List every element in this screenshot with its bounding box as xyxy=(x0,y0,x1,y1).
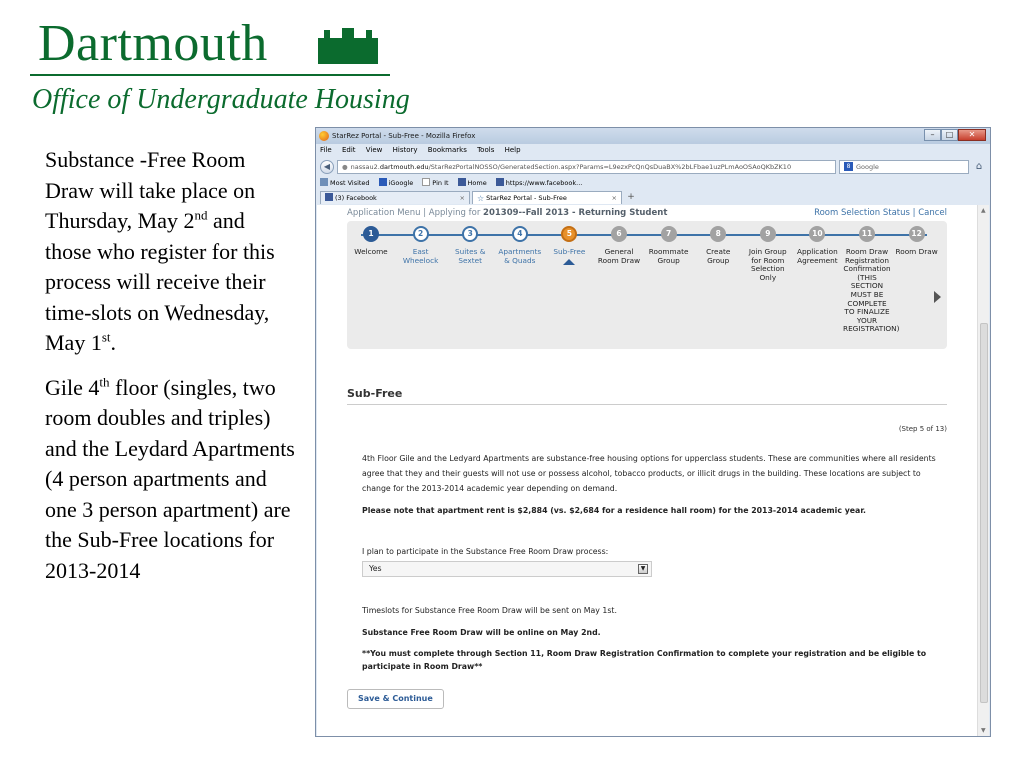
vertical-scrollbar[interactable] xyxy=(977,205,989,736)
bookmark-igoogle[interactable]: iGoogle xyxy=(379,176,414,190)
progress-step-3[interactable] xyxy=(446,226,494,265)
step-label[interactable]: Suites & Sextet xyxy=(454,247,486,265)
application-term: 201309--Fall 2013 - Returning Student xyxy=(483,208,668,218)
google-icon: 8 xyxy=(844,162,853,171)
star-icon: ☆ xyxy=(477,194,485,203)
maximize-button[interactable]: □ xyxy=(941,129,958,141)
brand-name: Dartmouth xyxy=(38,15,268,72)
menu-help[interactable]: Help xyxy=(504,146,521,154)
window-title: StarRez Portal - Sub-Free - Mozilla Firefox xyxy=(332,132,476,140)
save-continue-button[interactable]: Save & Continue xyxy=(347,689,444,709)
progress-step-8 xyxy=(694,226,742,265)
progress-step-5 xyxy=(545,226,593,265)
paragraph-locations: Gile 4th floor (singles, two room doubles and triples) and the Leydard Apartments (4 person apartments and one 3 person apartment) are the Sub-Free locations for 2013-2014 xyxy=(45,374,295,583)
navigation-bar xyxy=(316,157,990,176)
step-number-badge: 2 xyxy=(413,226,429,242)
scroll-up-icon[interactable]: ▲ xyxy=(981,207,986,214)
menu-file[interactable]: File xyxy=(320,146,332,154)
step-number-badge: 10 xyxy=(809,226,825,242)
site-identity-icon[interactable]: ● xyxy=(342,162,348,171)
step-label: Room Draw Registration Confirmation (THIS SECTION MUST BE COMPLETE TO FINALIZE YOUR REGISTRATION) xyxy=(843,247,900,334)
url-text: nassau2.dartmouth.edu/StarRezPortalNOSSO/GeneratedSection.aspx?Params=L9ezxPcQnQsDuaBX%2bLFbae1uzPLmAoOSAoQKbZK10 xyxy=(350,162,792,171)
google-icon xyxy=(379,178,387,186)
step-label: Room Draw xyxy=(895,247,938,256)
building-logo-icon xyxy=(316,24,380,66)
menu-history[interactable]: History xyxy=(392,146,418,154)
step-label: Create Group xyxy=(706,247,731,265)
office-name: Office of Undergraduate Housing xyxy=(32,84,410,115)
step-label[interactable]: Apartments & Quads xyxy=(498,247,542,265)
step-label: General Room Draw xyxy=(597,247,641,265)
step-number-badge: 11 xyxy=(859,226,875,242)
step-label[interactable]: East Wheelock xyxy=(402,247,439,265)
starrez-page xyxy=(347,205,947,709)
bookmark-icon xyxy=(320,178,328,186)
application-header xyxy=(347,205,947,221)
facebook-icon xyxy=(458,178,466,186)
paragraph-draw-dates: Substance -Free Room Draw will take place on Thursday, May 2nd and those who register for this process will receive their time-slots on Wednesday, May 1st. xyxy=(45,147,275,355)
chevron-down-icon[interactable]: ▼ xyxy=(638,564,648,574)
step-label: Roommate Group xyxy=(648,247,689,265)
bookmark-most-visited[interactable]: Most Visited xyxy=(320,176,370,190)
current-step-arrow-icon xyxy=(563,259,575,265)
next-steps-arrow-icon[interactable] xyxy=(934,291,941,303)
page-viewport xyxy=(317,205,978,736)
menu-view[interactable]: View xyxy=(365,146,383,154)
menu-bar xyxy=(316,144,990,157)
must-complete-note: **You must complete through Section 11, Room Draw Registration Confirmation to complete your registration and be eligible to participate in Room Draw** xyxy=(362,649,927,671)
bookmark-pin-it[interactable]: Pin It xyxy=(422,176,448,190)
menu-edit[interactable]: Edit xyxy=(341,146,356,154)
menu-tools[interactable]: Tools xyxy=(477,146,495,154)
home-icon[interactable]: ⌂ xyxy=(975,161,983,172)
scrollbar-thumb[interactable] xyxy=(980,323,988,703)
step-number-badge: 7 xyxy=(661,226,677,242)
plan-select-wrap xyxy=(347,561,947,577)
new-tab-button[interactable]: + xyxy=(627,192,635,202)
intro-text: 4th Floor Gile and the Ledyard Apartments are substance-free housing options for upperclass students. These are communities where all residents agree that they and their guests will not use or possess alcohol, tobacco products, or illicit drugs in the building. These locations are subject to change for the 2013-2014 academic year depending on demand. xyxy=(362,454,936,493)
progress-step-11 xyxy=(843,226,900,334)
progress-step-12 xyxy=(893,226,941,257)
address-bar[interactable] xyxy=(337,160,836,174)
search-input[interactable] xyxy=(839,160,969,174)
minimize-button[interactable]: – xyxy=(924,129,941,141)
firefox-window xyxy=(315,127,991,737)
step-number-badge: 5 xyxy=(561,226,577,242)
step-number-badge: 4 xyxy=(512,226,528,242)
tab-facebook[interactable]: (3) Facebook × xyxy=(320,191,470,204)
search-placeholder: Google xyxy=(856,162,879,171)
scroll-down-icon[interactable]: ▼ xyxy=(981,727,986,734)
progress-step-7 xyxy=(645,226,693,265)
room-selection-status-links[interactable]: Room Selection Status | Cancel xyxy=(814,208,947,218)
window-controls xyxy=(924,129,986,141)
timeslots-text: Timeslots for Substance Free Room Draw will be sent on May 1st. xyxy=(362,606,617,615)
window-titlebar xyxy=(316,128,990,144)
tab-strip xyxy=(316,190,990,204)
progress-step-6 xyxy=(595,226,643,265)
facebook-icon xyxy=(496,178,504,186)
progress-step-1 xyxy=(347,226,395,257)
application-menu-link[interactable]: Application Menu | Applying for xyxy=(347,208,484,218)
progress-steps xyxy=(347,221,947,349)
brand-divider xyxy=(30,74,390,76)
online-date-text: Substance Free Room Draw will be online on May 2nd. xyxy=(362,628,601,637)
dartmouth-brand xyxy=(32,10,410,120)
firefox-icon xyxy=(319,131,329,141)
participation-select[interactable] xyxy=(362,561,652,577)
bookmark-home[interactable]: Home xyxy=(458,176,487,190)
rent-note: Please note that apartment rent is $2,884 (vs. $2,684 for a residence hall room) for the 2013-2014 academic year. xyxy=(362,506,867,515)
bookmark-facebook-url[interactable]: https://www.facebook... xyxy=(496,176,583,190)
bookmarks-toolbar xyxy=(316,176,990,190)
participation-select-value: Yes xyxy=(369,564,382,573)
page-icon xyxy=(422,178,430,186)
slide-body-text xyxy=(45,145,295,600)
step-number-badge: 8 xyxy=(710,226,726,242)
progress-step-2[interactable] xyxy=(397,226,445,265)
tab-starrez-portal[interactable]: ☆ StarRez Portal - Sub-Free × xyxy=(472,191,622,204)
step-label: Application Agreement xyxy=(797,247,838,265)
step-number-badge: 6 xyxy=(611,226,627,242)
close-tab-icon[interactable]: × xyxy=(611,194,617,202)
facebook-icon xyxy=(325,193,333,201)
back-arrow-icon[interactable]: ◀ xyxy=(320,160,334,174)
step-counter: (Step 5 of 13) xyxy=(898,425,947,433)
close-window-button[interactable]: ✕ xyxy=(958,129,986,141)
step-label: Sub-Free xyxy=(553,247,586,256)
progress-step-10 xyxy=(793,226,841,265)
step-number-badge: 12 xyxy=(909,226,925,242)
plan-question-label: I plan to participate in the Substance Free Room Draw process: xyxy=(362,547,609,556)
section-title: Sub-Free xyxy=(347,387,947,405)
menu-bookmarks[interactable]: Bookmarks xyxy=(427,146,467,154)
step-number-badge: 3 xyxy=(462,226,478,242)
step-label: Join Group for Room Selection Only xyxy=(748,247,787,282)
step-number-badge: 9 xyxy=(760,226,776,242)
progress-step-9 xyxy=(744,226,792,282)
close-tab-icon[interactable]: × xyxy=(459,194,465,202)
step-label: Welcome xyxy=(354,247,388,256)
step-number-badge: 1 xyxy=(363,226,379,242)
progress-step-4[interactable] xyxy=(496,226,544,265)
